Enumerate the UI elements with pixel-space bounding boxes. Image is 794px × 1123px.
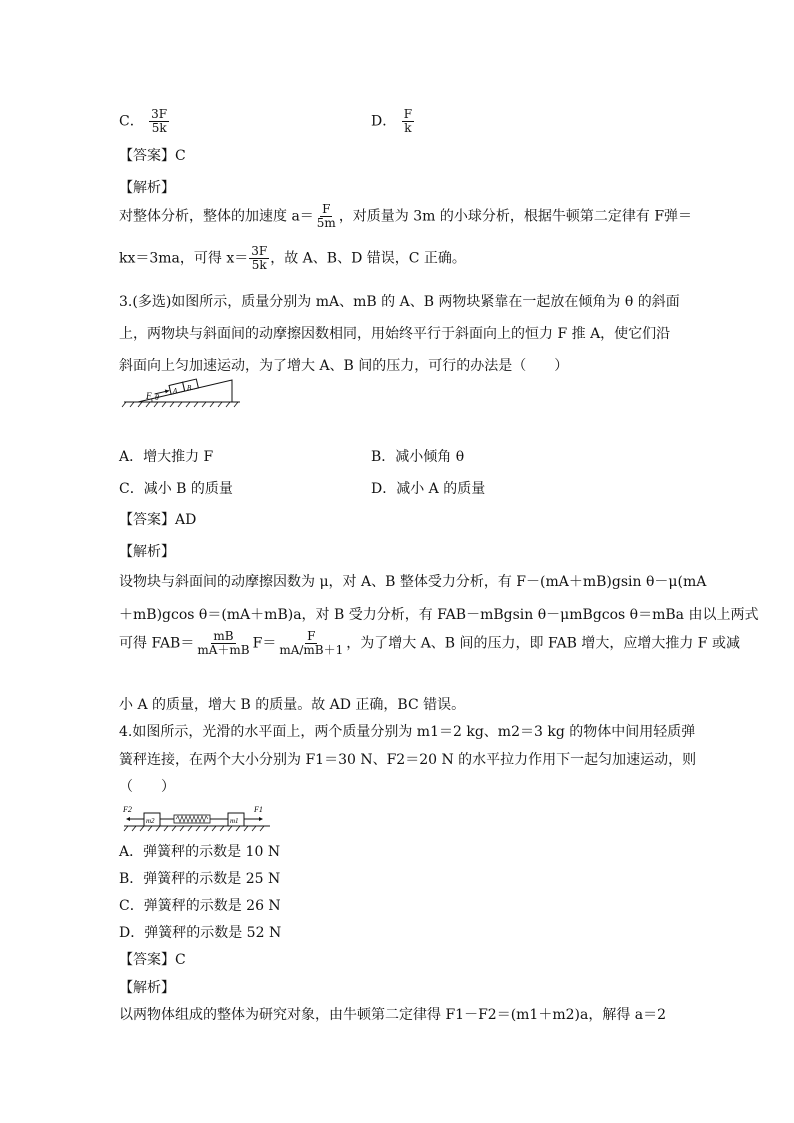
q3-option-d: D．减小 A 的质量 bbox=[371, 481, 486, 497]
q3-stem-line1: 3.(多选)如图所示，质量分别为 mA、mB 的 A、B 两物块紧靠在一起放在倾角为 θ 的斜面 bbox=[119, 294, 680, 310]
q4-option-c: C．弹簧秤的示数是 26 N bbox=[119, 898, 281, 914]
q4-option-b: B．弹簧秤的示数是 25 N bbox=[119, 871, 281, 887]
q4-analysis-line1: 以两物体组成的整体为研究对象，由牛顿第二定律得 F1－F2＝(m1＋m2)a，解得 a＝2 bbox=[119, 1007, 667, 1023]
q3-stem-line3: 斜面向上匀加速运动，为了增大 A、B 间的压力，可行的办法是（ ） bbox=[119, 358, 569, 374]
q4-option-d: D．弹簧秤的示数是 52 N bbox=[119, 925, 282, 941]
q3-analysis-line2: ＋mB)gcos θ＝(mA＋mB)a，对 B 受力分析，有 FAB－mBgsin θ－μmBgcos θ＝mBa 由以上两式 bbox=[119, 607, 759, 623]
label-b: B bbox=[187, 384, 192, 392]
q2-option-d: D． $\frac{F}{k}$ bbox=[371, 107, 413, 135]
q2-analysis-title: 【解析】 bbox=[119, 180, 175, 196]
q3-analysis-line1: 设物块与斜面间的动摩擦因数为 μ，对 A、B 整体受力分析，有 F－(mA＋mB)gsin θ－μ(mA bbox=[119, 574, 707, 590]
label-a: A bbox=[173, 387, 178, 395]
q3-incline-figure bbox=[118, 378, 243, 408]
label-m1: m1 bbox=[230, 817, 239, 825]
label-f: F bbox=[146, 391, 152, 401]
q4-stem-line1: 4.如图所示，光滑的水平面上，两个质量分别为 m1＝2 kg、m2＝3 kg 的物体中间用轻质弹 bbox=[119, 724, 696, 740]
q3-analysis-line3: 可得 FAB＝ $\frac{mB}{mA+mB}$ F＝ $\frac{F}{mA/mB+1}$ ，为了增大 A、B 间的压力，即 FAB 增大，应增大推力 F 或减 bbox=[119, 629, 740, 657]
q3-stem-line2: 上，两物块与斜面间的动摩擦因数相同，用始终平行于斜面向上的恒力 F 推 A，使它们沿 bbox=[119, 326, 671, 342]
q4-stem-line3: （ ） bbox=[119, 779, 175, 795]
q4-spring-figure bbox=[118, 800, 278, 834]
q2-option-c: C． $\frac{3F}{5k}$ bbox=[119, 107, 168, 135]
fraction: $\frac{F}{k}$ bbox=[403, 107, 413, 135]
q4-option-a: A．弹簧秤的示数是 10 N bbox=[119, 844, 281, 860]
label-theta: θ bbox=[155, 393, 159, 402]
fraction: $\frac{3F}{5k}$ bbox=[151, 107, 168, 135]
q2-analysis-line1: 对整体分析，整体的加速度 a＝ $\frac{F}{5m}$ ，对质量为 3m 的小球分析，根据牛顿第二定律有 F弹＝ bbox=[119, 202, 693, 230]
q3-analysis-line4: 小 A 的质量，增大 B 的质量。故 AD 正确，BC 错误。 bbox=[119, 697, 466, 713]
q3-analysis-title: 【解析】 bbox=[119, 544, 175, 560]
label-f2: F2 bbox=[123, 805, 132, 814]
q3-option-b: B．减小倾角 θ bbox=[371, 449, 465, 465]
q2-analysis-line2: kx＝3ma，可得 x＝ $\frac{3F}{5k}$ ，故 A、B、D 错误，C 正确。 bbox=[119, 244, 466, 272]
label-f1: F1 bbox=[254, 805, 263, 814]
q4-answer: 【答案】C bbox=[119, 952, 186, 968]
label-m2: m2 bbox=[146, 817, 155, 825]
q3-option-a: A．增大推力 F bbox=[119, 449, 214, 465]
q3-option-c: C．减小 B 的质量 bbox=[119, 481, 233, 497]
q4-stem-line2: 簧秤连接，在两个大小分别为 F1＝30 N、F2＝20 N 的水平拉力作用下一起匀加速运动，则 bbox=[119, 752, 697, 768]
q3-answer: 【答案】AD bbox=[119, 512, 197, 528]
q2-answer: 【答案】C bbox=[119, 148, 186, 164]
q4-analysis-title: 【解析】 bbox=[119, 980, 175, 996]
